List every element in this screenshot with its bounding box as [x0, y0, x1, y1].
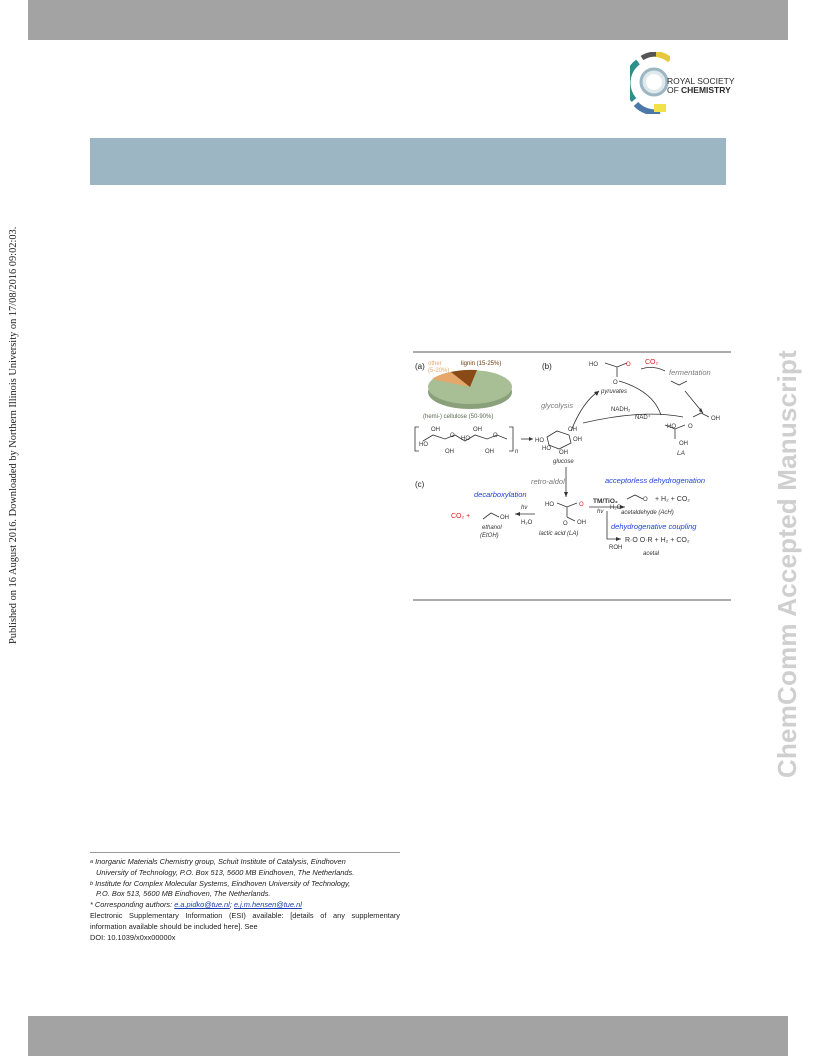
ethanol-mini-oh: OH — [711, 416, 720, 422]
acetal-label: acetal — [643, 551, 660, 557]
header-grey-bar — [28, 0, 788, 40]
cellulose-oh-3: OH — [445, 449, 454, 455]
lactic-ho: HO — [545, 502, 554, 508]
esi-note: Electronic Supplementary Information (ESI) available: [details of any supplementary information available should be included here]. See — [90, 910, 400, 931]
corresponding-authors — [90, 900, 400, 911]
lactic-o: O — [563, 521, 568, 527]
dehydrogenative-label: dehydrogenative coupling — [611, 522, 697, 531]
cellulose-oh-2: OH — [473, 427, 482, 433]
pie-cellulose-label: (hemi-) cellulose (50-90%) — [423, 414, 494, 420]
fermentation-label: fermentation — [669, 368, 711, 377]
cellulose-o-2: O — [493, 433, 498, 439]
retro-aldol-label: retro-aldol — [531, 477, 565, 486]
corresponding-prefix: * Corresponding authors: — [90, 900, 173, 910]
decarb-co2-plus: CO₂ + — [451, 513, 471, 520]
acceptorless-label: acceptorless dehydrogenation — [605, 476, 706, 485]
glucose-oh-lower: OH — [559, 450, 568, 456]
panel-c-label: (c) — [415, 480, 425, 489]
glycolysis-arrow — [571, 391, 599, 431]
acetaldehyde-mini — [671, 381, 687, 385]
la-o: O — [688, 424, 693, 430]
fermentation-co2: CO₂ — [645, 359, 659, 366]
cellulose-oh-4: OH — [485, 449, 494, 455]
lactic-acid-structure — [557, 503, 577, 521]
rsc-logo — [630, 52, 735, 114]
acetaldehyde-label: acetaldehyde (AcH) — [621, 510, 674, 516]
logo-line-2-prefix: OF — [667, 85, 679, 95]
cellulose-o-1: O — [450, 433, 455, 439]
acetaldehyde-o: O — [643, 497, 648, 503]
hv-left: hν — [521, 505, 528, 511]
cellulose-ho-2: HO — [461, 436, 470, 442]
cellulose-ho-1: HO — [419, 442, 428, 448]
h2o-left: H₂O — [521, 520, 533, 526]
cellulose-n: n — [515, 449, 519, 455]
pyruvate-ho: HO — [589, 362, 598, 368]
affiliation-a-line2: University of Technology, P.O. Box 513, 5600 MB Eindhoven, The Netherlands. — [96, 867, 355, 877]
lactic-o-red: O — [579, 502, 584, 508]
email-link-hensen[interactable]: e.j.m.hensen@tue.nl — [233, 900, 302, 910]
ethanol-mini — [693, 413, 709, 417]
affiliation-b-marker: b — [90, 880, 94, 887]
glucose-oh-right: OH — [573, 437, 582, 443]
scheme-figure — [413, 351, 731, 601]
affiliation-b-line1: Institute for Complex Molecular Systems, Eindhoven University of Technology, — [95, 878, 351, 888]
affiliation-a-marker: a — [90, 859, 94, 865]
decarboxylation-label: decarboxylation — [474, 490, 527, 499]
lactic-oh: OH — [577, 520, 586, 526]
pyruvate-structure — [605, 363, 627, 377]
panel-b-label: (b) — [542, 362, 552, 371]
nad-cycle-arrow — [583, 414, 683, 423]
email-separator: ; — [229, 900, 232, 910]
email-link-pidko[interactable]: e.a.pidko@tue.nl — [174, 900, 230, 910]
doi-line: DOI: 10.1039/x0xx00000x — [90, 932, 176, 942]
title-band — [90, 138, 726, 185]
roh-label: ROH — [609, 545, 623, 551]
h2o-right: H₂O — [610, 505, 622, 511]
glucose-ho-bottom: HO — [542, 446, 551, 452]
pie-lignin-label: lignin (15-25%) — [461, 361, 502, 367]
panel-a-label: (a) — [415, 362, 425, 371]
affiliation-b-line2: P.O. Box 513, 5600 MB Eindhoven, The Netherlands. — [96, 889, 271, 899]
cellulose-oh-1: OH — [431, 427, 440, 433]
la-label: LA — [677, 450, 685, 457]
affiliation-b — [90, 879, 400, 901]
pie-other-label: other — [428, 361, 442, 367]
glucose-label: glucose — [553, 459, 574, 465]
nadh2-label: NADH₂ — [611, 407, 631, 413]
glucose-ho-left: HO — [535, 438, 544, 444]
footnotes — [90, 852, 400, 943]
hv-right: hν — [597, 509, 604, 515]
pyruvates-label: pyruvates — [601, 389, 628, 395]
rsc-emblem-icon — [630, 52, 670, 114]
glucose-oh-top: OH — [568, 427, 577, 433]
ethanol-structure — [483, 513, 499, 519]
etoh-label: (EtOH) — [480, 533, 499, 539]
accepted-manuscript-watermark: ChemComm Accepted Manuscript — [772, 350, 802, 778]
affiliation-a — [90, 857, 400, 879]
glycolysis-label: glycolysis — [541, 401, 574, 410]
pie-other-pct: (5-20%) — [428, 368, 450, 374]
bracket-right — [509, 427, 513, 451]
footer-grey-bar — [28, 1016, 788, 1056]
acetal-formula: R·O O·R + H₂ + CO₂ — [625, 537, 690, 544]
pyruvate-o: O — [613, 380, 618, 386]
catalyst-label: TM/TiO₂ — [593, 498, 618, 505]
la-oh: OH — [679, 441, 688, 447]
nad-label: NAD⁺ — [635, 415, 651, 421]
scheme-diagram — [413, 351, 731, 601]
la-ho: HO — [667, 424, 676, 430]
ethanol-oh: OH — [500, 515, 509, 521]
logo-line-1: ROYAL SOCIETY — [667, 76, 735, 86]
co2-release-arrow — [641, 367, 665, 371]
acetaldehyde-structure — [627, 495, 643, 499]
affiliation-a-line1: Inorganic Materials Chemistry group, Schuit Institute of Catalysis, Eindhoven — [95, 857, 346, 866]
lactic-label: lactic acid (LA) — [539, 531, 579, 537]
acetaldehyde-h2-co2: + H₂ + CO₂ — [655, 496, 690, 503]
logo-line-2-bold: CHEMISTRY — [681, 85, 731, 95]
ethanol-label: ethanol — [482, 525, 502, 531]
pyruvate-o-red: O — [626, 362, 631, 368]
publication-side-note: Published on 16 August 2016. Downloaded by Northern Illinois University on 17/08/2016 09:02:03. — [8, 226, 19, 644]
